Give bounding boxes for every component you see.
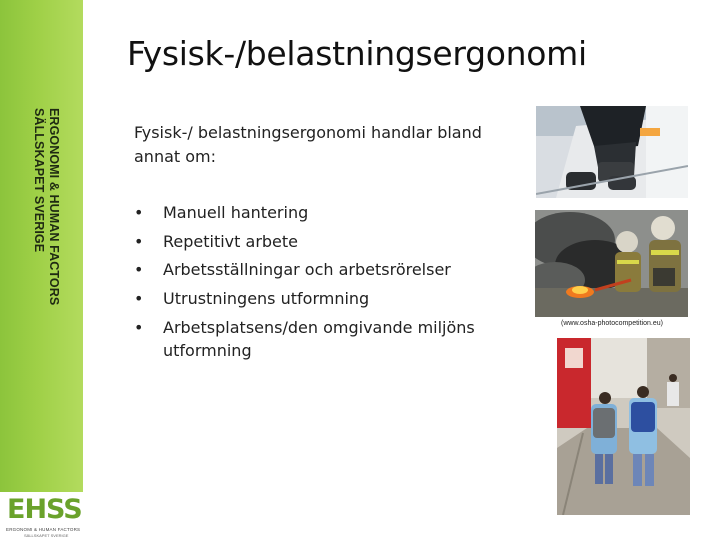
bullet-item: • Arbetsställningar och arbetsrörelser	[134, 258, 514, 282]
bullet-dot-icon: •	[134, 260, 144, 280]
bullet-item: • Manuell hantering	[134, 201, 514, 225]
schoolchildren-backpacks-photo	[557, 338, 690, 515]
bullet-list	[134, 201, 514, 368]
org-name-line-2: SÄLLSKAPET SVERIGE	[32, 108, 46, 253]
bullet-dot-icon: •	[134, 231, 144, 251]
ehss-logo-subtitle: ERGONOMI & HUMAN FACTORS	[6, 527, 81, 532]
bullet-dot-icon: •	[134, 203, 144, 222]
bullet-dot-icon: •	[134, 317, 144, 337]
slide-title: Fysisk-/belastningsergonomi	[127, 34, 587, 73]
bullet-item: • Repetitivt arbete	[134, 230, 514, 254]
worker-hands-photo	[536, 106, 688, 198]
photo-credit: (www.osha-photocompetition.eu)	[561, 320, 663, 327]
bullet-dot-icon: •	[134, 289, 144, 309]
org-name-line-1: ERGONOMI & HUMAN FACTORS	[47, 108, 61, 306]
organization-name-vertical	[25, 108, 61, 358]
bullet-item: • Arbetsplatsens/den omgivande miljöns utformning	[134, 317, 475, 361]
intro-text: Fysisk-/ belastningsergonomi handlar bland annat om:	[134, 123, 482, 166]
ehss-logo-text: EHSS	[7, 494, 82, 525]
firefighters-photo	[535, 210, 688, 317]
ehss-logo-subtitle-2: SÄLLSKAPET SVERIGE	[24, 533, 69, 538]
bullet-item: • Utrustningens utformning	[134, 287, 514, 311]
sidebar-band	[0, 0, 83, 540]
